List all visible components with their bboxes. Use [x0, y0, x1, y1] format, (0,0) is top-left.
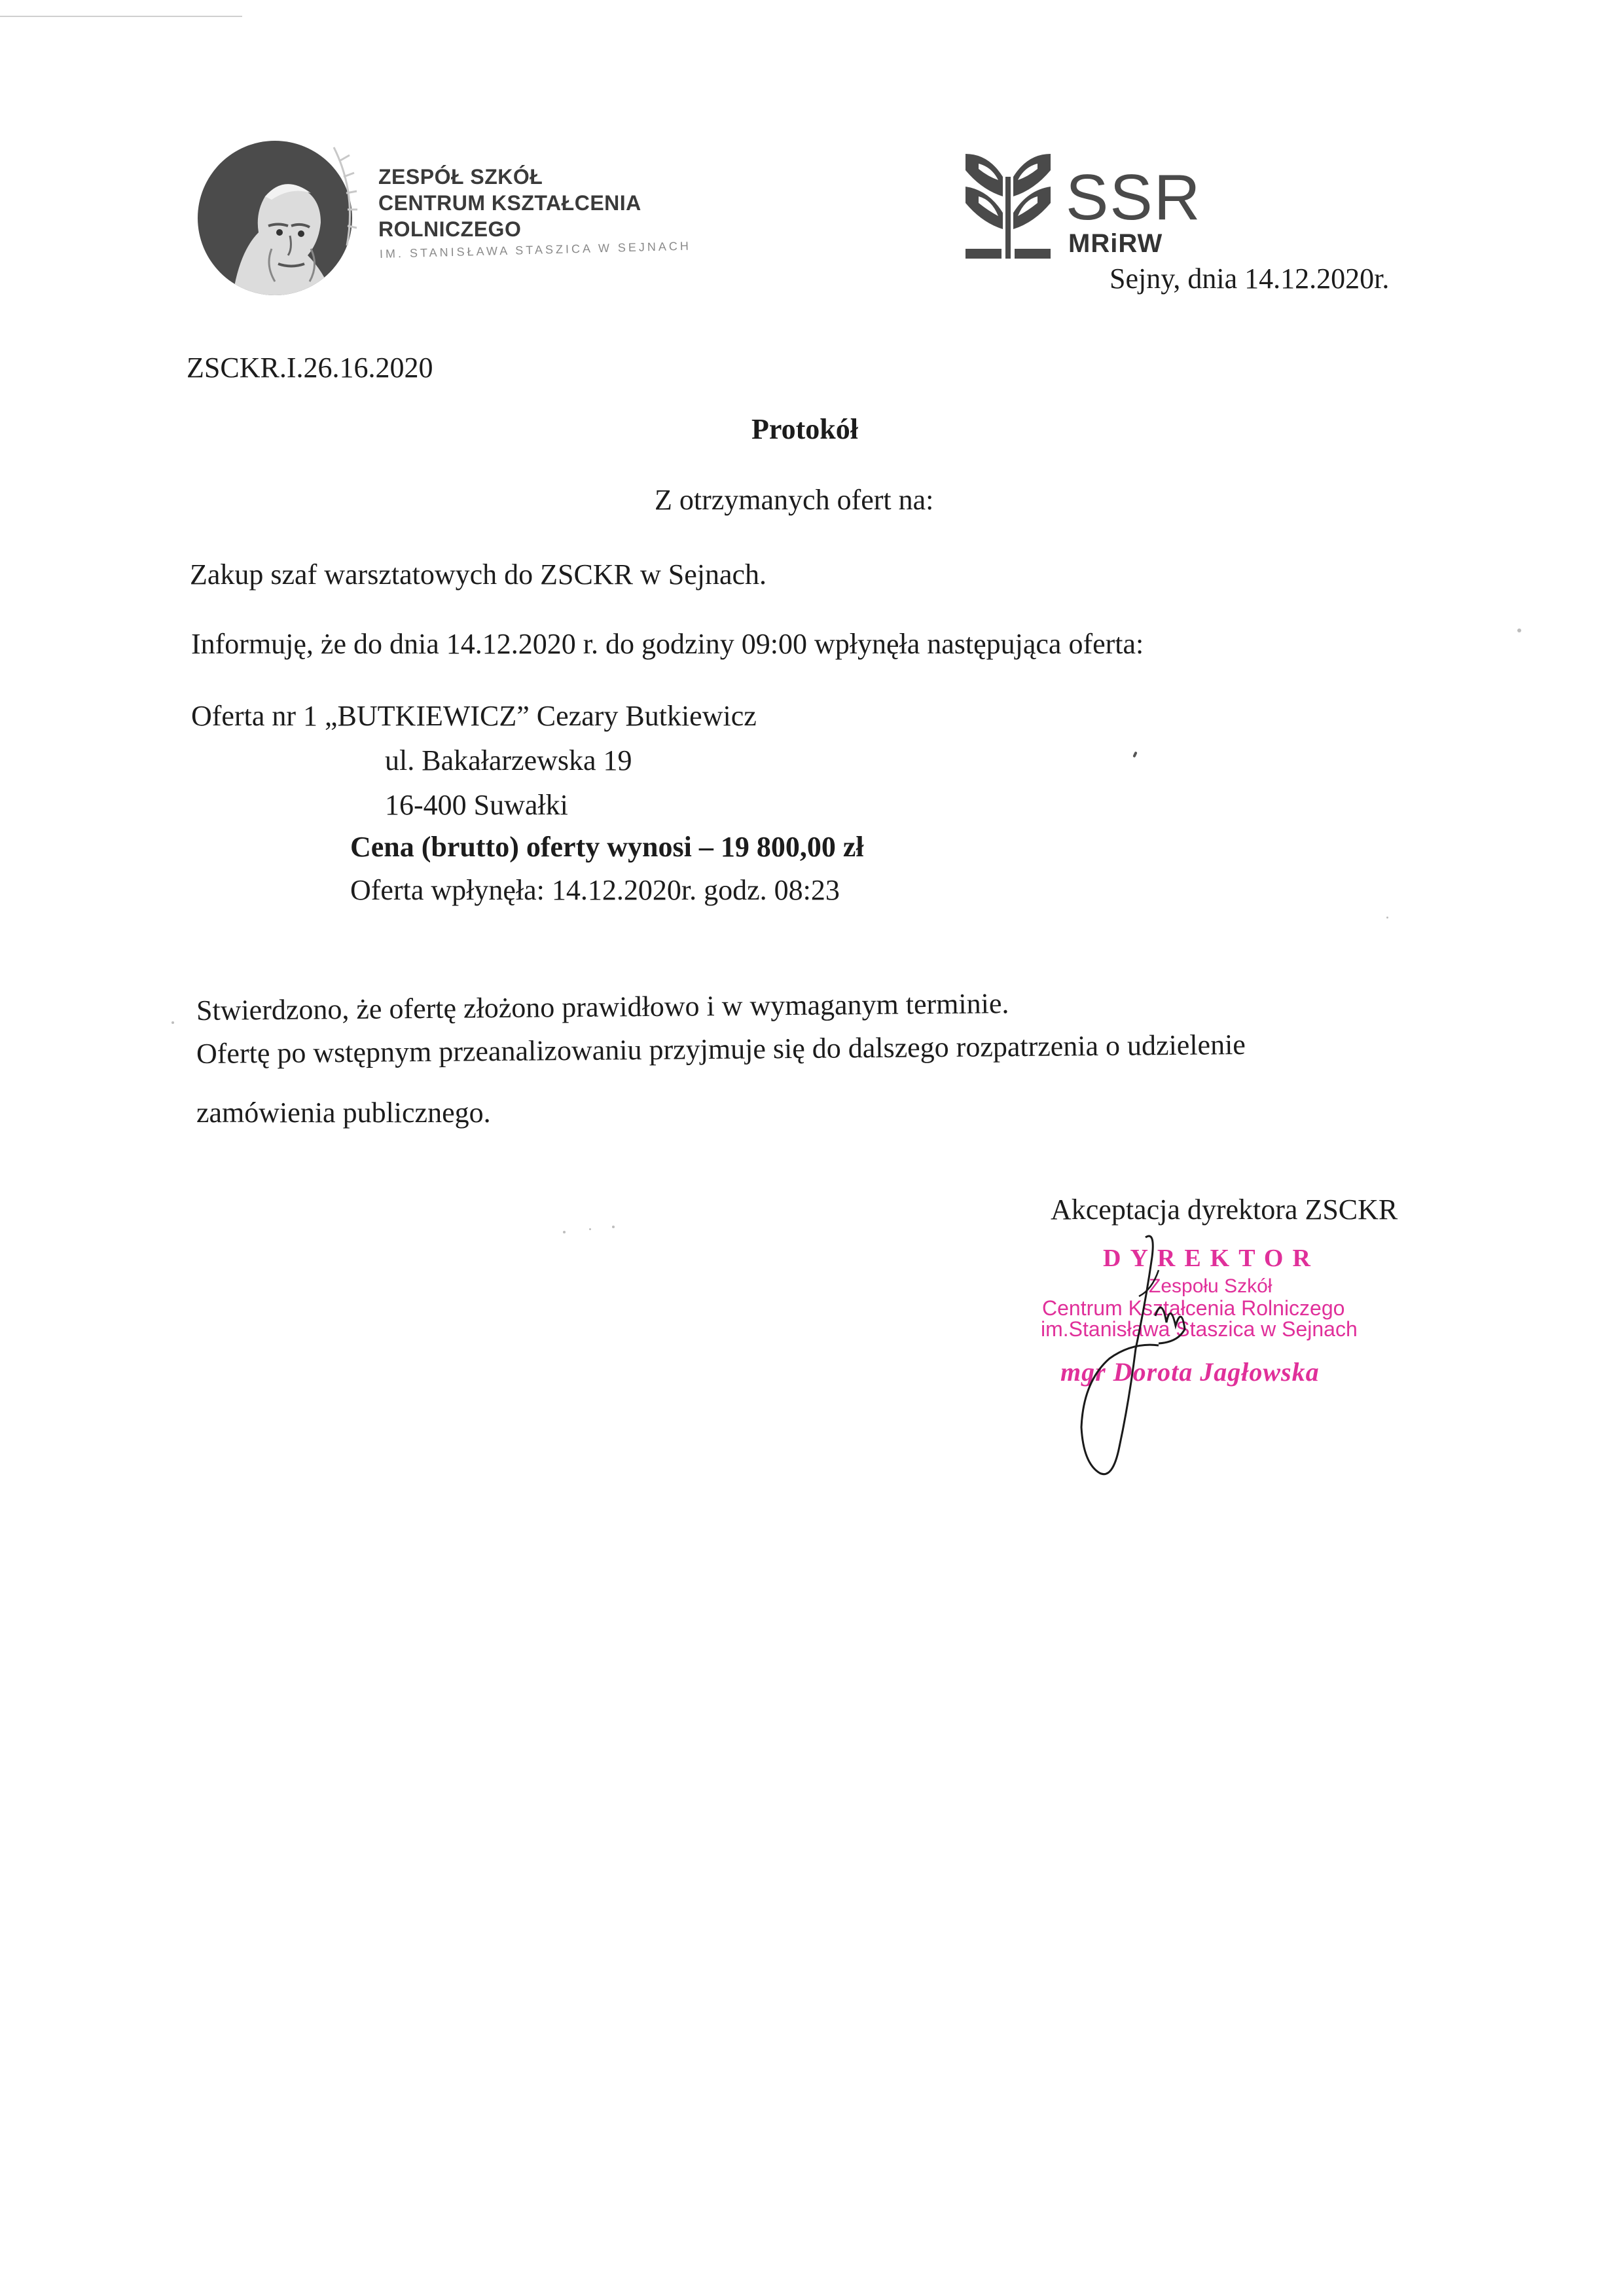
offer-heading: Oferta nr 1 „BUTKIEWICZ” Cezary Butkiewicz [191, 700, 757, 732]
acceptance-label: Akceptacja dyrektora ZSCKR [1051, 1194, 1398, 1226]
scan-speck [589, 1228, 591, 1230]
document-info: Informuję, że do dnia 14.12.2020 r. do godziny 09:00 wpłynęła następująca oferta: [191, 628, 1144, 660]
school-name-line-2: CENTRUM KSZTAŁCENIA [378, 191, 641, 215]
reference-number: ZSCKR.I.26.16.2020 [187, 352, 433, 384]
scan-speck [563, 1231, 566, 1233]
school-subtitle: IM. STANISŁAWA STASZICA W SEJNACH [379, 239, 692, 261]
ssr-logo-text: SSR [1066, 161, 1202, 233]
school-name-line-3: ROLNICZEGO [378, 217, 522, 241]
offer-price: Cena (brutto) oferty wynosi – 19 800,00 zł [350, 831, 864, 863]
conclusion-line-1: Stwierdzono, że ofertę złożono prawidłowo i w wymaganym terminie. [196, 987, 1009, 1027]
ssr-logo-subtext: MRiRW [1068, 229, 1163, 258]
school-name-line-1: ZESPÓŁ SZKÓŁ [378, 165, 543, 189]
place-date: Sejny, dnia 14.12.2020r. [1110, 263, 1390, 295]
conclusion-line-3: zamówienia publicznego. [196, 1097, 491, 1129]
handwritten-signature [1047, 1231, 1257, 1486]
scan-speck [1517, 629, 1521, 632]
document-subject: Zakup szaf warsztatowych do ZSCKR w Sejnach. [190, 558, 767, 591]
scan-speck [171, 1021, 174, 1024]
scan-edge-line [0, 16, 242, 17]
offer-received: Oferta wpłynęła: 14.12.2020r. godz. 08:23 [350, 874, 840, 906]
stamp-name: mgr Dorota Jagłowska [1060, 1357, 1320, 1387]
document-subtitle: Z otrzymanych ofert na: [655, 484, 934, 516]
stamp-title: DYREKTOR [1103, 1245, 1320, 1272]
scan-speck [1386, 917, 1388, 919]
stamp-line-1: Zespołu Szkół [1149, 1275, 1272, 1297]
document-title: Protokół [751, 413, 858, 445]
stamp-line-2: Centrum Kształcenia Rolniczego [1042, 1296, 1345, 1320]
scan-speck [612, 1226, 615, 1228]
stamp-line-3: im.Stanisława Staszica w Sejnach [1041, 1317, 1358, 1341]
offer-city: 16-400 Suwałki [385, 789, 568, 821]
offer-street: ul. Bakałarzewska 19 [385, 744, 632, 776]
school-logo-emblem [193, 134, 363, 298]
conclusion-line-2: Ofertę po wstępnym przeanalizowaniu przyjmuje się do dalszego rozpatrzenia o udzielenie [196, 1029, 1246, 1070]
ssr-logo-emblem [962, 151, 1054, 262]
scan-speck [1132, 752, 1137, 758]
